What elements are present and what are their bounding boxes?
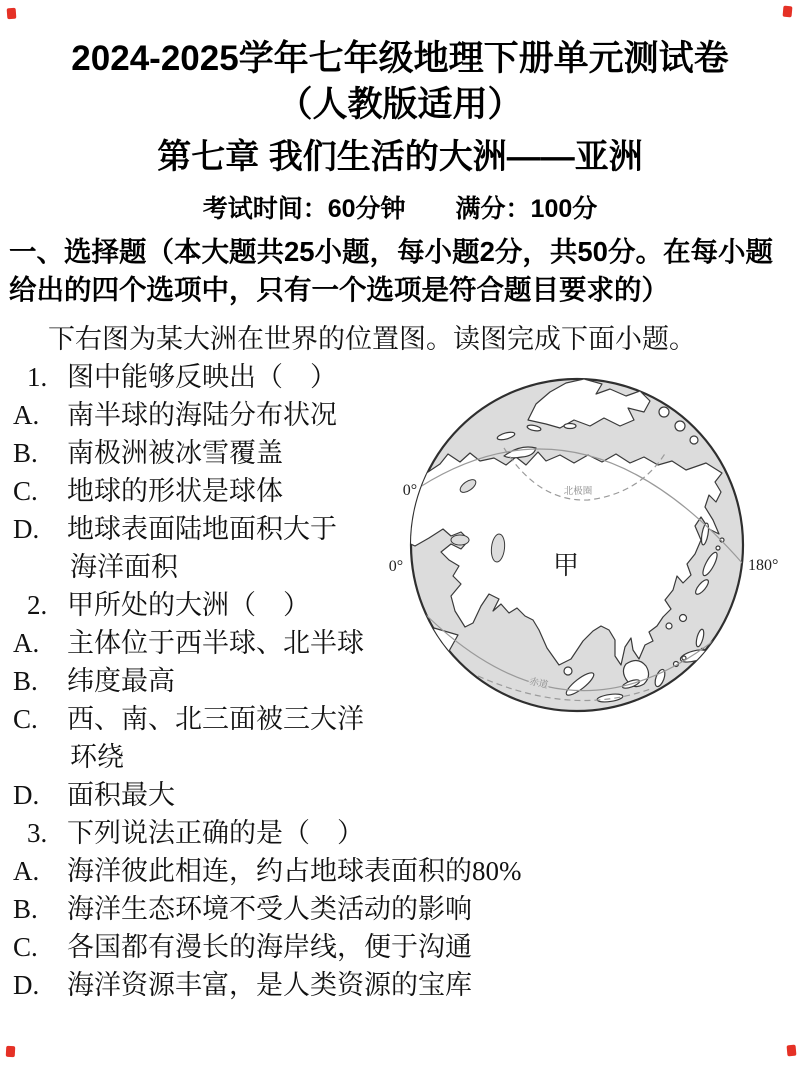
option-line: C. 西、南、北三面被三大洋 xyxy=(0,700,800,738)
question-stem: 3. 下列说法正确的是（ ） xyxy=(0,814,800,852)
red-corner-mark xyxy=(7,8,17,20)
option-line: B. 南极洲被冰雪覆盖 xyxy=(0,434,800,472)
option-continuation-line: 环绕 xyxy=(70,742,124,772)
option-label: C. xyxy=(13,932,38,962)
red-corner-mark xyxy=(6,1046,16,1057)
continent-marker-jia: 甲 xyxy=(552,551,580,580)
option-line: A. 海洋彼此相连，约占地球表面积的80% xyxy=(0,852,800,890)
question-stem: 1. 图中能够反映出（ ） xyxy=(0,358,800,396)
option-line: D. 地球表面陆地面积大于 xyxy=(0,510,800,548)
option-label: D. xyxy=(13,970,40,1000)
question-number: 2. xyxy=(27,590,48,620)
arctic-circle-label: 北极圈 xyxy=(563,487,593,497)
exam-info: 考试时间：60分钟 满分：100分 xyxy=(202,195,598,223)
prime-meridian-lower-label: 0° xyxy=(388,558,404,575)
chapter-title: 第七章 我们生活的大洲——亚洲 xyxy=(157,138,643,176)
option-label: B. xyxy=(13,666,38,696)
taiwan-island xyxy=(680,615,687,622)
option-line: C. 各国都有漫长的海岸线，便于沟通 xyxy=(0,928,800,966)
red-corner-mark xyxy=(783,6,793,18)
option-line: A. 主体位于西半球、北半球 xyxy=(0,624,800,662)
paper-title-line1: 2024-2025学年七年级地理下册单元测试卷 xyxy=(71,39,729,78)
option-line: B. 纬度最高 xyxy=(0,662,800,700)
meridian-180-label: 180° xyxy=(748,557,779,574)
black-sea xyxy=(451,535,469,545)
paper-title-line2: （人教版适用） xyxy=(277,85,523,124)
option-label: A. xyxy=(13,400,40,430)
option-label: D. xyxy=(13,514,40,544)
option-label: D. xyxy=(13,780,40,810)
option-line: A. 南半球的海陆分布状况 xyxy=(0,396,800,434)
question-number: 1. xyxy=(27,362,48,392)
option-label: C. xyxy=(13,476,38,506)
question-number: 3. xyxy=(27,818,48,848)
equator-label: 赤道 xyxy=(528,677,549,692)
option-label: A. xyxy=(13,628,40,658)
red-corner-mark xyxy=(787,1045,797,1057)
option-line: C. 地球的形状是球体 xyxy=(0,472,800,510)
question-stem: 2. 甲所处的大洲（ ） xyxy=(0,586,800,624)
option-line: B. 海洋生态环境不受人类活动的影响 xyxy=(0,890,800,928)
option-continuation-line: 海洋面积 xyxy=(70,552,178,582)
alaska-rim xyxy=(740,436,778,470)
section-header: 一、选择题（本大题共25小题，每小题2分，共50分。在每小题给出的四个选项中，只有一个选项是符合题目要求的） xyxy=(9,236,773,305)
option-line: D. 海洋资源丰富，是人类资源的宝库 xyxy=(0,966,800,1004)
globe-figure xyxy=(380,368,800,720)
option-line: D. 面积最大 xyxy=(0,776,800,814)
option-label: B. xyxy=(13,438,38,468)
sri-lanka xyxy=(564,667,572,675)
option-label: C. xyxy=(13,704,38,734)
option-label: A. xyxy=(13,856,40,886)
prime-meridian-upper-label: 0° xyxy=(402,482,418,499)
passage-intro: 下右图为某大洲在世界的位置图。读图完成下面小题。 xyxy=(48,324,696,354)
option-label: B. xyxy=(13,894,38,924)
